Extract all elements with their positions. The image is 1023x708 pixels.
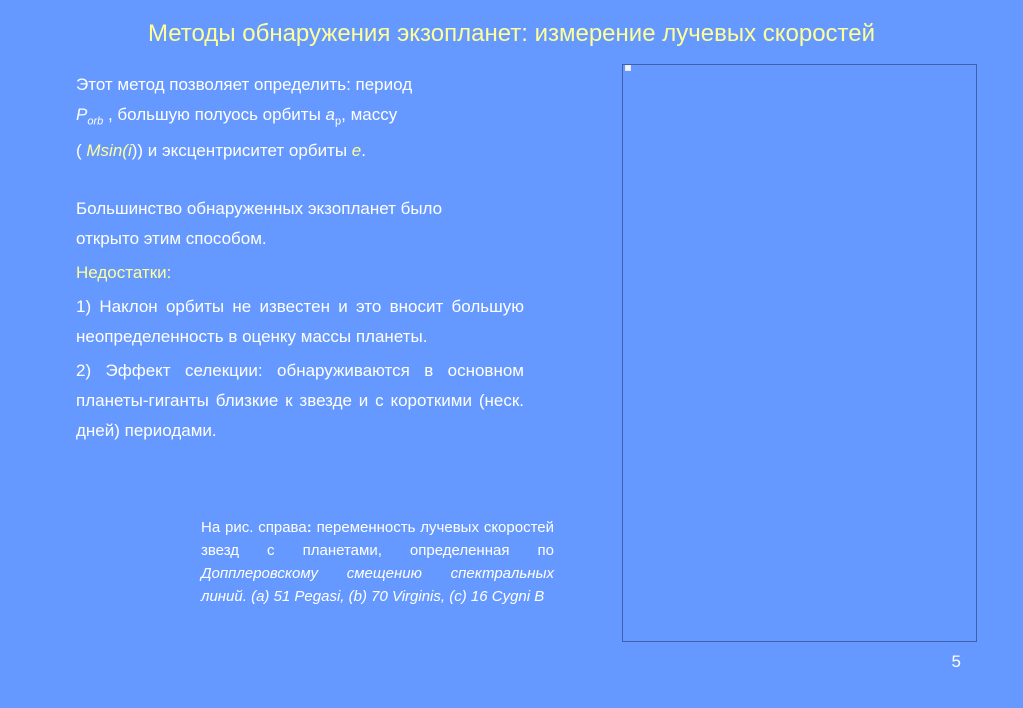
drawback-item-2: 2) Эффект селекции: обнаруживаются в основном планеты-гиганты близкие к звезде и с короткими (неск. дней) периодами. — [76, 361, 524, 441]
mass-symbol: Msin(i — [86, 141, 132, 161]
caption-colon: : — [306, 519, 312, 536]
main-text-column — [76, 70, 524, 446]
caption-italic: Допплеровскому смещению спектральных линий. (a) 51 Pegasi, (b) 70 Virginis, (c) 16 Cygni B — [201, 565, 554, 605]
intro-text-1: Этот метод позволяет определить: период — [76, 75, 413, 94]
figure-caption — [201, 516, 554, 608]
intro-text-5: )) и эксцентриситет орбиты — [131, 141, 352, 161]
eccentricity-symbol: e — [351, 141, 362, 161]
drawbacks-heading: Недостатки: — [76, 263, 172, 283]
period-subscript: orb — [87, 115, 104, 128]
slide-title: Методы обнаружения экзопланет: измерение лучевых скоростей — [147, 20, 876, 47]
drawback-item-1: 1) Наклон орбиты не известен и это вносит большую неопределенность в оценку массы планеты. — [76, 297, 524, 347]
semi-axis-symbol: a — [325, 105, 335, 124]
caption-rest: переменность лучевых скоростей звезд с планетами, определенная по — [201, 519, 554, 559]
period-symbol: P — [76, 105, 88, 124]
radial-velocity-figure — [622, 64, 977, 642]
intro-text-3: , массу — [341, 105, 398, 124]
page-number: 5 — [951, 652, 961, 671]
semi-axis-subscript: p — [335, 115, 342, 128]
intro-text-4: ( — [76, 141, 87, 161]
intro-paragraph — [76, 70, 524, 166]
caption-lead: На рис. справа — [201, 519, 307, 536]
majority-paragraph: Большинство обнаруженных экзопланет было открыто этим способом. — [76, 199, 443, 249]
broken-image-icon — [625, 65, 631, 71]
intro-text-2: , большую полуось орбиты — [103, 105, 326, 124]
intro-text-6: . — [361, 141, 366, 161]
